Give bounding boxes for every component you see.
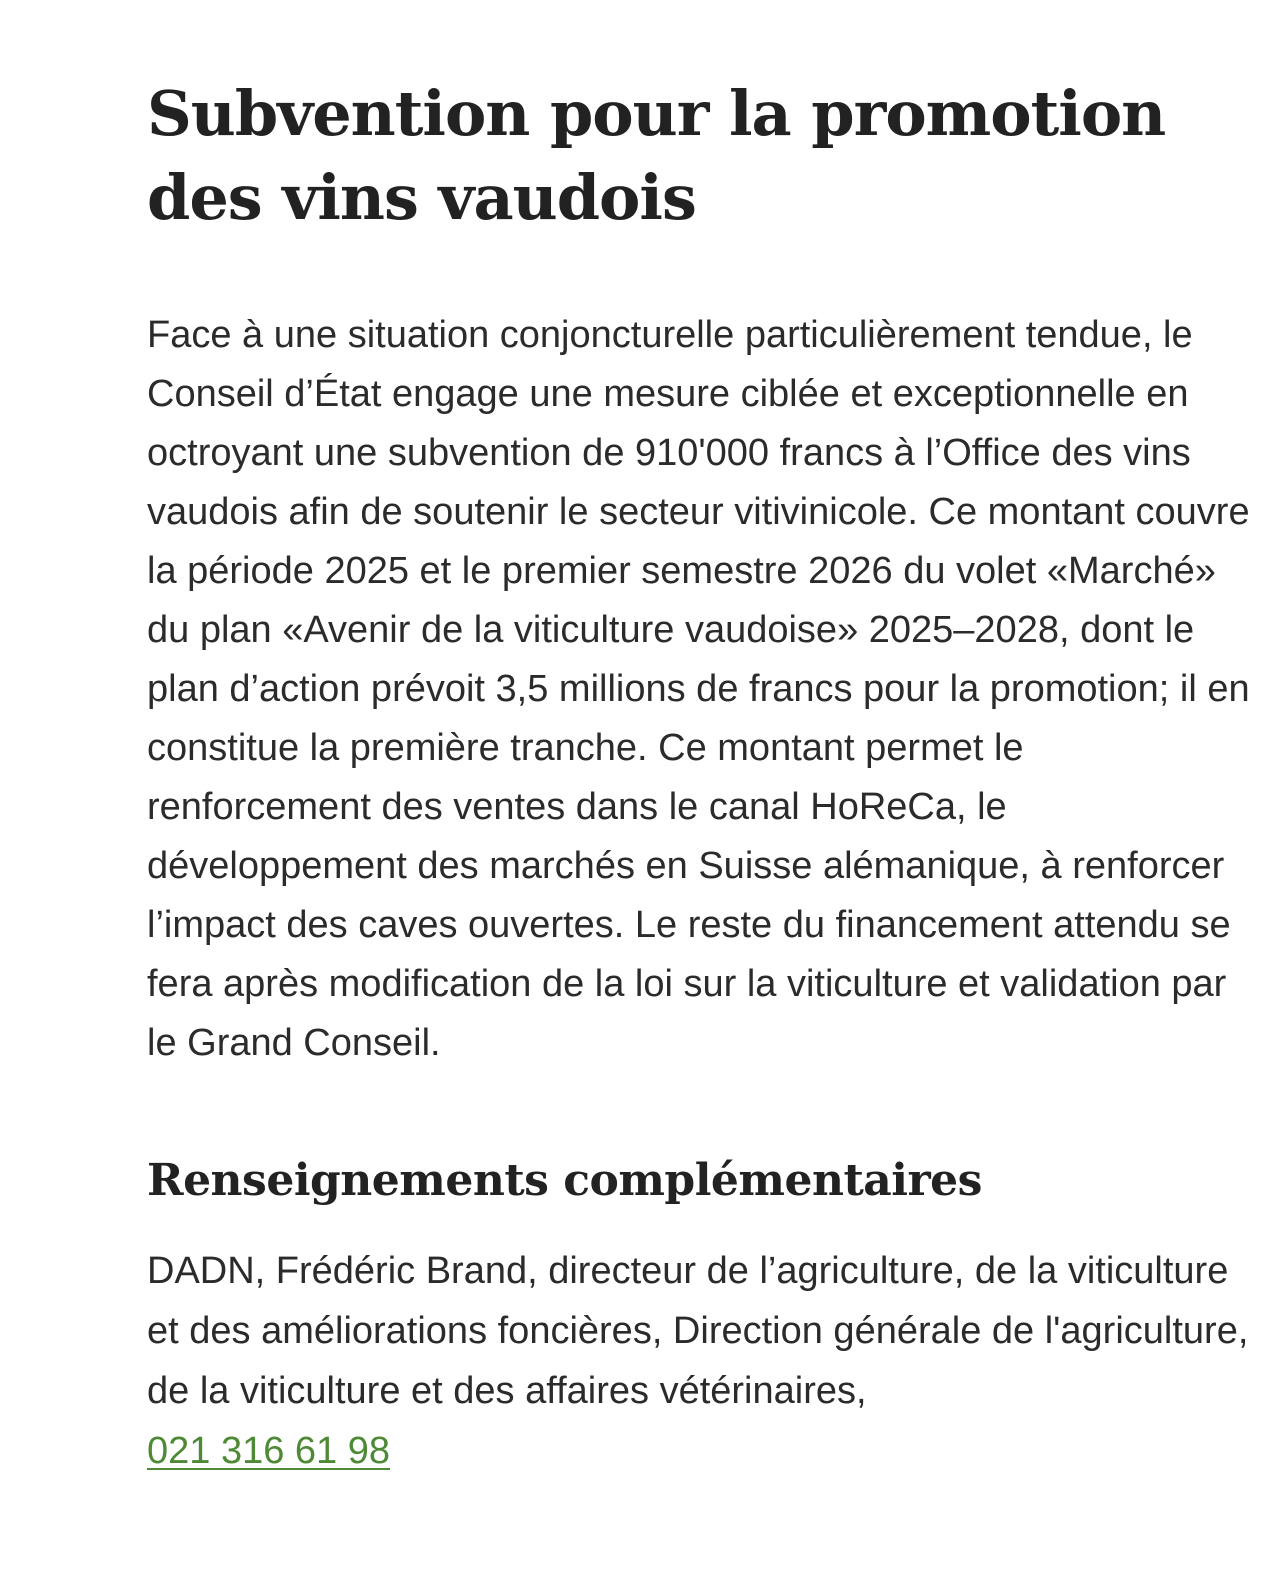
section-heading: Renseignements complémentaires bbox=[147, 1155, 982, 1206]
contact-text: DADN, Frédéric Brand, directeur de l’agriculture, de la viticulture et des améliorations foncières, Direction générale de l'agriculture, de la viticulture et des affaires vétérinaires, bbox=[147, 1250, 1249, 1412]
article-body: Face à une situation conjoncturelle particulièrement tendue, le Conseil d’État engage une mesure ciblée et exceptionnelle en octroyant une subvention de 910'000 francs à l’Office des vins vaudois afin de soutenir le secteur vitivinicole. Ce montant couvre la période 2025 et le premier semestre 2026 du volet «Marché» du plan «Avenir de la viticulture vaudoise» 2025–2028, dont le plan d’action prévoit 3,5 millions de francs pour la promotion; il en constitue la première tranche. Ce montant permet le renforcement des ventes dans le canal HoReCa, le développement des marchés en Suisse alémanique, à renforcer l’impact des caves ouvertes. Le reste du financement attendu se fera après modification de la loi sur la viticulture et validation par le Grand Conseil. bbox=[147, 314, 1250, 1064]
page-title: Subvention pour la promotion des vins vaudois bbox=[147, 77, 1166, 234]
phone-link[interactable]: 021 316 61 98 bbox=[147, 1430, 391, 1472]
contact-block bbox=[147, 1241, 1255, 1481]
